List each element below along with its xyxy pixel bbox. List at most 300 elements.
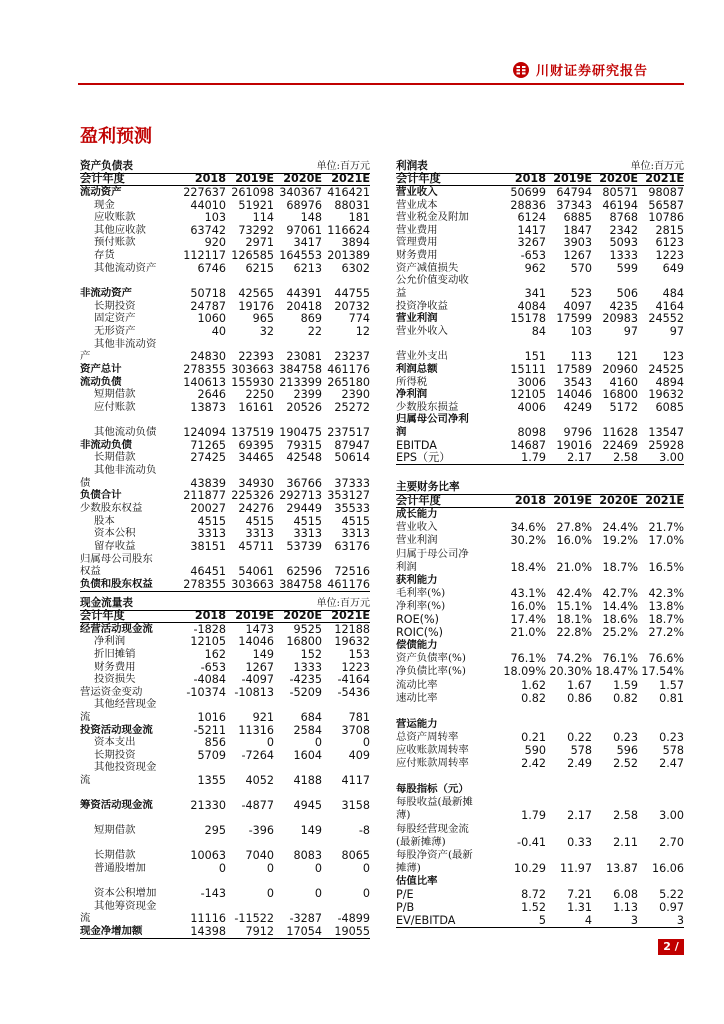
row-label: 其他投资现金	[94, 761, 157, 774]
row-label: 所得税	[396, 375, 428, 388]
cell-value: 213399	[279, 375, 322, 389]
table-row	[80, 711, 370, 724]
cell-value: 103	[204, 211, 226, 225]
row-label: 应付账款周转率	[396, 757, 469, 770]
brand-name: 川财证券研究报告	[536, 64, 649, 79]
cell-value: 3313	[197, 527, 226, 541]
table-row	[80, 540, 370, 553]
table-row	[396, 186, 684, 199]
cell-value: -5436	[337, 685, 370, 699]
row-label: 长期借款	[94, 849, 136, 862]
row-label: 估值比率	[396, 874, 438, 887]
table-row	[80, 749, 370, 762]
cell-value: 148	[300, 211, 322, 225]
cell-value: 0	[314, 887, 322, 901]
row-label: 投资活动现金流	[80, 723, 153, 736]
cell-value: 45711	[238, 539, 274, 553]
row-label: 应付账款	[94, 400, 136, 413]
cell-value: 17.54%	[641, 665, 684, 679]
cell-value: -10374	[186, 685, 226, 699]
table-header-row	[396, 173, 684, 187]
cell-value: 12	[355, 324, 370, 338]
table-row	[80, 287, 370, 300]
row-label: 存货	[94, 249, 115, 262]
row-label: 资本公积	[94, 527, 136, 540]
cell-value: 44391	[286, 287, 322, 301]
cell-value: 24525	[648, 362, 684, 376]
cell-value: 461176	[327, 577, 370, 591]
table-row	[80, 636, 370, 649]
cell-value: 149	[252, 647, 274, 661]
row-label: 其他流动资产	[94, 261, 157, 274]
header-year: 2019E	[553, 172, 592, 186]
header-year: 2019E	[235, 609, 274, 623]
cell-value: -4084	[193, 673, 226, 687]
table-row	[80, 502, 370, 515]
cell-value: 781	[348, 710, 370, 724]
cell-value: 227637	[183, 185, 226, 199]
cell-value: 211877	[183, 489, 226, 503]
cell-value: 98087	[648, 185, 684, 199]
cell-value: 18.7%	[602, 560, 638, 574]
cell-value: 16161	[238, 400, 274, 414]
table-header-row	[80, 610, 370, 624]
table-row	[396, 587, 684, 600]
row-label: 其他筹资现金	[94, 899, 157, 912]
row-label: 获利能力	[396, 573, 438, 586]
cell-value: 1267	[245, 660, 274, 674]
cell-value: 27.8%	[556, 521, 592, 535]
row-label: P/E	[396, 888, 414, 901]
row-label: EV/EBITDA	[396, 914, 456, 928]
table-header-row	[80, 173, 370, 187]
cell-value: 50614	[334, 451, 370, 465]
row-label: 流	[80, 710, 91, 723]
chuancai-logo-icon	[512, 61, 530, 79]
cell-value: -1828	[193, 622, 226, 636]
cell-value: -11522	[234, 912, 274, 926]
cell-value: 64794	[556, 185, 592, 199]
cell-value: 2.58	[613, 809, 638, 823]
table-unit: 单位:百万元	[316, 160, 370, 172]
table-row	[80, 477, 370, 490]
table-row	[396, 389, 684, 402]
cell-value: 20526	[286, 400, 322, 414]
cell-value: 774	[348, 312, 370, 326]
table-row	[396, 351, 684, 364]
cell-value: 292713	[279, 489, 322, 503]
row-label: 其他流动负债	[94, 426, 157, 439]
row-label: 财务费用	[94, 660, 136, 673]
table-row	[396, 613, 684, 626]
cell-value: 63742	[190, 223, 226, 237]
row-label: 负债和股东权益	[80, 577, 153, 590]
cell-value: 42548	[286, 451, 322, 465]
table-row	[396, 665, 684, 678]
cell-value: 34930	[238, 476, 274, 490]
cell-value: 0.97	[659, 901, 684, 915]
row-label: 流动比率	[396, 678, 438, 691]
cell-value: 2.17	[567, 809, 592, 823]
cell-value: 2.11	[613, 835, 638, 849]
cell-value: 2584	[293, 723, 322, 737]
cell-value: 34.6%	[510, 521, 546, 535]
cell-value: 353127	[327, 489, 370, 503]
cell-value: 149	[300, 824, 322, 838]
cell-value: 76.1%	[602, 652, 638, 666]
cell-value: 3158	[341, 799, 370, 813]
header-label: 会计年度	[396, 172, 441, 186]
cell-value: 24787	[190, 299, 226, 313]
table-row	[80, 212, 370, 225]
cell-value: 19632	[334, 635, 370, 649]
cell-value: -4899	[337, 912, 370, 926]
cell-value: 14687	[510, 438, 546, 452]
table-row	[80, 426, 370, 439]
table-row	[396, 770, 684, 783]
row-label: (最新摊薄)	[396, 835, 446, 848]
cell-value: 578	[570, 743, 592, 757]
cell-value: -7264	[241, 748, 274, 762]
table-row	[396, 262, 684, 275]
row-label: 营业税金及附加	[396, 211, 469, 224]
cell-value: 856	[204, 736, 226, 750]
table-row	[80, 401, 370, 414]
cell-value: 3006	[517, 375, 546, 389]
table-row	[396, 901, 684, 914]
row-label: 利润	[396, 560, 417, 573]
table-row	[80, 900, 370, 913]
cell-value: 2399	[293, 388, 322, 402]
table-row	[80, 553, 370, 566]
cell-value: 190475	[279, 426, 322, 440]
row-label: P/B	[396, 901, 415, 915]
cell-value: 27.2%	[648, 626, 684, 640]
cell-value: 4515	[197, 514, 226, 528]
table-row	[396, 521, 684, 534]
cell-value: 30.2%	[510, 534, 546, 548]
cell-value: 164553	[279, 249, 322, 263]
row-label: 流动负债	[80, 375, 122, 388]
cell-value: 15178	[510, 312, 546, 326]
table-row	[396, 313, 684, 326]
cell-value: 10063	[190, 849, 226, 863]
cell-value: 6213	[293, 261, 322, 275]
row-label: 资本支出	[94, 736, 136, 749]
row-label: 其他非流动负	[94, 464, 157, 477]
table-row	[80, 699, 370, 712]
row-label: 资产减值损失	[396, 261, 459, 274]
cell-value: 18.7%	[648, 613, 684, 627]
table-row	[80, 275, 370, 288]
cell-value: 596	[616, 743, 638, 757]
row-label: 资本公积增加	[94, 887, 157, 900]
table-row	[396, 809, 684, 822]
table-title: 资产负债表	[80, 159, 133, 172]
table-row	[80, 338, 370, 351]
cell-value: 71265	[190, 438, 226, 452]
cell-value: 37333	[334, 476, 370, 490]
table-row	[80, 724, 370, 737]
cell-value: 17.4%	[510, 613, 546, 627]
table-row	[396, 914, 684, 928]
cell-value: 1.13	[613, 901, 638, 915]
cell-value: 24.4%	[602, 521, 638, 535]
row-label: 营业利润	[396, 312, 438, 325]
cell-value: 3708	[341, 723, 370, 737]
cell-value: 0.21	[521, 730, 546, 744]
table-row	[396, 626, 684, 639]
cell-value: 2390	[341, 388, 370, 402]
cell-value: 121	[616, 350, 638, 364]
cell-value: 3903	[563, 236, 592, 250]
cell-value: 1417	[517, 223, 546, 237]
cell-value: 20960	[602, 362, 638, 376]
cell-value: 97	[669, 324, 684, 338]
cell-value: 3.00	[659, 809, 684, 823]
cell-value: 22469	[602, 438, 638, 452]
cell-value: 384758	[279, 577, 322, 591]
table-row	[396, 875, 684, 888]
row-label: 流动资产	[80, 185, 122, 198]
table-row	[396, 574, 684, 587]
cell-value: 2815	[655, 223, 684, 237]
table-row	[80, 925, 370, 939]
cell-value: 1223	[655, 249, 684, 263]
cell-value: 153	[348, 647, 370, 661]
cell-value: 237517	[327, 426, 370, 440]
cell-value: 3	[676, 914, 684, 928]
cell-value: -653	[200, 660, 226, 674]
table-row	[80, 262, 370, 275]
table-row	[396, 561, 684, 574]
cell-value: 103	[570, 324, 592, 338]
table-row	[396, 452, 684, 466]
row-label: 其他经营现金	[94, 698, 157, 711]
cell-value: 461176	[327, 362, 370, 376]
cell-value: 3313	[293, 527, 322, 541]
cell-value: 114	[252, 211, 274, 225]
row-label: 少数股东权益	[80, 501, 143, 514]
cell-value: 73292	[238, 223, 274, 237]
cell-value: 18.4%	[510, 560, 546, 574]
cell-value: 162	[204, 647, 226, 661]
cell-value: 2250	[245, 388, 274, 402]
row-label: 归属母公司净利	[396, 413, 469, 426]
cell-value: 14046	[238, 635, 274, 649]
row-label: 短期借款	[94, 824, 136, 837]
cell-value: 1604	[293, 748, 322, 762]
row-label: 折旧摊销	[94, 647, 136, 660]
row-label: 经营活动现金流	[80, 622, 153, 635]
row-label: 营业收入	[396, 521, 438, 534]
cell-value: 3543	[563, 375, 592, 389]
row-label: 归属于母公司净	[396, 547, 469, 560]
cell-value: 123	[662, 350, 684, 364]
cell-value: 79315	[286, 438, 322, 452]
cell-value: 8768	[609, 211, 638, 225]
table-row	[80, 812, 370, 825]
cell-value: 6085	[655, 400, 684, 414]
table-row	[80, 800, 370, 813]
cell-value: 21330	[190, 799, 226, 813]
table-row	[396, 325, 684, 338]
cell-value: -3287	[289, 912, 322, 926]
cell-value: 54061	[238, 565, 274, 579]
header-year: 2018	[194, 609, 226, 623]
cell-value: 0	[314, 736, 322, 750]
cell-value: 8065	[341, 849, 370, 863]
row-label: 应收账款	[94, 211, 136, 224]
cell-value: 11.97	[559, 861, 592, 875]
table-row	[396, 224, 684, 237]
header-year: 2021E	[645, 172, 684, 186]
cell-value: 1.57	[659, 678, 684, 692]
cell-value: -396	[248, 824, 274, 838]
cell-value: -4097	[241, 673, 274, 687]
row-label: 非流动负债	[80, 438, 132, 451]
row-label: 其他应收款	[94, 223, 146, 236]
header-year: 2021E	[331, 609, 370, 623]
row-label: 股本	[94, 514, 115, 527]
cell-value: 0.33	[567, 835, 592, 849]
cell-value: 19.2%	[602, 534, 638, 548]
cell-value: 116624	[327, 223, 370, 237]
cell-value: 11628	[602, 426, 638, 440]
page-title: 盈利预测	[80, 126, 152, 147]
cell-value: 17054	[286, 925, 322, 939]
row-label: 营业外支出	[396, 350, 448, 363]
header-year: 2020E	[283, 609, 322, 623]
row-label: 管理费用	[396, 236, 438, 249]
cell-value: 19632	[648, 388, 684, 402]
cell-value: 17599	[556, 312, 592, 326]
table-unit: 单位:百万元	[630, 160, 684, 172]
cell-value: 140613	[183, 375, 226, 389]
cell-value: 113	[570, 350, 592, 364]
row-label: 投资损失	[94, 673, 136, 686]
cell-value: 0.86	[567, 691, 592, 705]
row-label: 营业费用	[396, 223, 438, 236]
cell-value: 4052	[245, 773, 274, 787]
table-row	[396, 744, 684, 757]
table-row	[396, 731, 684, 744]
row-label: 净利润	[396, 388, 428, 401]
table-row	[396, 363, 684, 376]
cell-value: 4097	[563, 299, 592, 313]
cell-value: 4249	[563, 400, 592, 414]
cell-value: 35533	[334, 501, 370, 515]
cell-value: 409	[348, 748, 370, 762]
row-label: ROE(%)	[396, 613, 440, 627]
cell-value: 97	[623, 324, 638, 338]
row-label: 流	[80, 912, 91, 925]
table-row	[80, 300, 370, 313]
table-row	[80, 774, 370, 787]
cell-value: 0	[314, 862, 322, 876]
cell-value: 19176	[238, 299, 274, 313]
cell-value: 265180	[327, 375, 370, 389]
cell-value: 53739	[286, 539, 322, 553]
cell-value: 1473	[245, 622, 274, 636]
header-year: 2019E	[553, 494, 592, 508]
cell-value: 69395	[238, 438, 274, 452]
balance-sheet-table	[80, 160, 370, 592]
cell-value: 4164	[655, 299, 684, 313]
row-label: 债	[80, 476, 91, 489]
cell-value: 8083	[293, 849, 322, 863]
cell-value: 181	[348, 211, 370, 225]
cell-value: 14046	[556, 388, 592, 402]
cell-value: 201389	[327, 249, 370, 263]
table-row	[80, 737, 370, 750]
cell-value: 1060	[197, 312, 226, 326]
page-number: 2 / 3	[658, 939, 684, 955]
cell-value: 4	[584, 914, 592, 928]
header-year: 2018	[514, 494, 546, 508]
cell-value: 25272	[334, 400, 370, 414]
row-label: 营业利润	[396, 534, 438, 547]
row-label: 毛利率(%)	[396, 586, 446, 599]
cell-value: 137519	[231, 426, 274, 440]
cell-value: 1333	[293, 660, 322, 674]
header-label: 会计年度	[80, 609, 125, 623]
table-row	[80, 578, 370, 592]
cell-value: 962	[524, 261, 546, 275]
row-label: 速动比率	[396, 691, 438, 704]
table-row	[396, 796, 684, 809]
table-row	[396, 718, 684, 731]
cell-value: 10786	[648, 211, 684, 225]
cell-value: 20.30%	[549, 665, 592, 679]
row-label: 营运能力	[396, 717, 438, 730]
cell-value: 12188	[334, 622, 370, 636]
table-row	[396, 652, 684, 665]
row-label: 归属母公司股东	[80, 552, 153, 565]
cell-value: 24830	[190, 350, 226, 364]
row-label: ROIC(%)	[396, 626, 444, 640]
cell-value: 10.29	[513, 861, 546, 875]
row-label: 长期投资	[94, 748, 136, 761]
cell-value: 50718	[190, 287, 226, 301]
cell-value: 151	[524, 350, 546, 364]
cell-value: 5709	[197, 748, 226, 762]
table-row	[396, 678, 684, 691]
row-label: 其他非流动资	[94, 337, 157, 350]
table-row	[80, 623, 370, 636]
cell-value: 18.47%	[595, 665, 638, 679]
row-label: 总资产周转率	[396, 730, 459, 743]
cell-value: 42.4%	[556, 586, 592, 600]
header-label: 会计年度	[396, 494, 441, 508]
cell-value: 1223	[341, 660, 370, 674]
cell-value: 51921	[238, 198, 274, 212]
cell-value: 1.31	[567, 901, 592, 915]
table-row	[396, 783, 684, 796]
header-year: 2020E	[599, 494, 638, 508]
cell-value: 18.1%	[556, 613, 592, 627]
cell-value: 2971	[245, 236, 274, 250]
header-year: 2021E	[331, 172, 370, 186]
cell-value: 18.09%	[503, 665, 546, 679]
cell-value: 0	[266, 736, 274, 750]
cell-value: 0.23	[659, 730, 684, 744]
row-label: 薄)	[396, 809, 411, 822]
cell-value: 44755	[334, 287, 370, 301]
table-row	[80, 325, 370, 338]
cell-value: 6885	[563, 211, 592, 225]
table-row	[80, 376, 370, 389]
